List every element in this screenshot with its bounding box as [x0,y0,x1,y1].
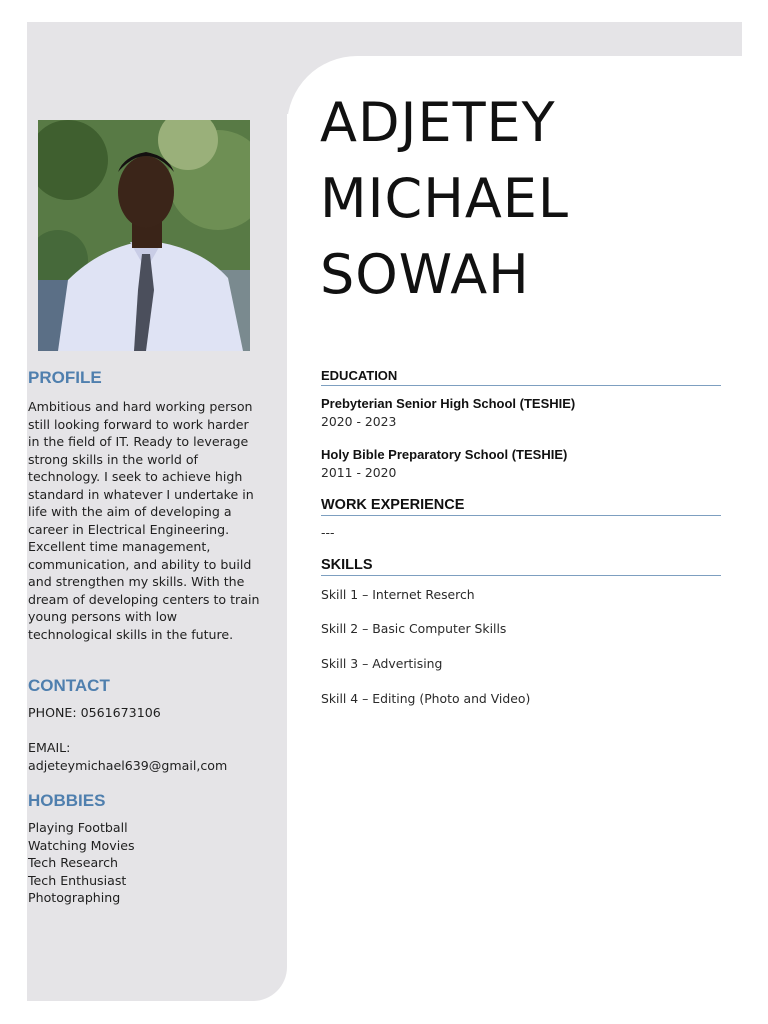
work-experience-heading: WORK EXPERIENCE [321,497,721,516]
profile-heading: PROFILE [28,368,102,387]
profile-photo-image [38,120,250,351]
skill-item: Skill 2 – Basic Computer Skills [321,621,507,636]
name-first: ADJETEY [320,91,556,154]
hobby-item: Playing Football [28,820,128,835]
hobby-item: Watching Movies [28,838,135,853]
hobby-item: Photographing [28,890,121,905]
hobby-item: Tech Research [28,855,118,870]
education-years: 2020 - 2023 [321,414,397,429]
contact-email-label: EMAIL: [28,740,71,755]
name-last: SOWAH [320,243,530,306]
name-middle: MICHAEL [320,167,569,230]
skill-item: Skill 3 – Advertising [321,656,443,671]
contact-heading: CONTACT [28,676,110,695]
education-heading: EDUCATION [321,368,721,386]
skill-item: Skill 4 – Editing (Photo and Video) [321,691,531,706]
profile-photo [38,120,250,351]
hobbies-heading: HOBBIES [28,791,106,810]
skills-heading: SKILLS [321,557,721,576]
education-years: 2011 - 2020 [321,465,397,480]
skill-item: Skill 1 – Internet Reserch [321,587,475,602]
contact-email: adjeteymichael639@gmail,com [28,758,228,773]
work-experience-text: --- [321,525,335,540]
contact-phone: PHONE: 0561673106 [28,705,161,720]
education-school: Prebyterian Senior High School (TESHIE) [321,396,576,411]
education-school: Holy Bible Preparatory School (TESHIE) [321,447,568,462]
hobby-item: Tech Enthusiast [28,873,127,888]
profile-text: Ambitious and hard working person still looking forward to work harder in the field of IT. Ready to leverage strong skills in the world of technology. I seek to achieve high standard in whatever I undertake in life with the aim of developing a career in Electrical Engineering. Excellent time management, communication, and ability to build and strengthen my skills. With the dream of developing centers to train young persons with low technological skills in the future. [28,399,260,642]
